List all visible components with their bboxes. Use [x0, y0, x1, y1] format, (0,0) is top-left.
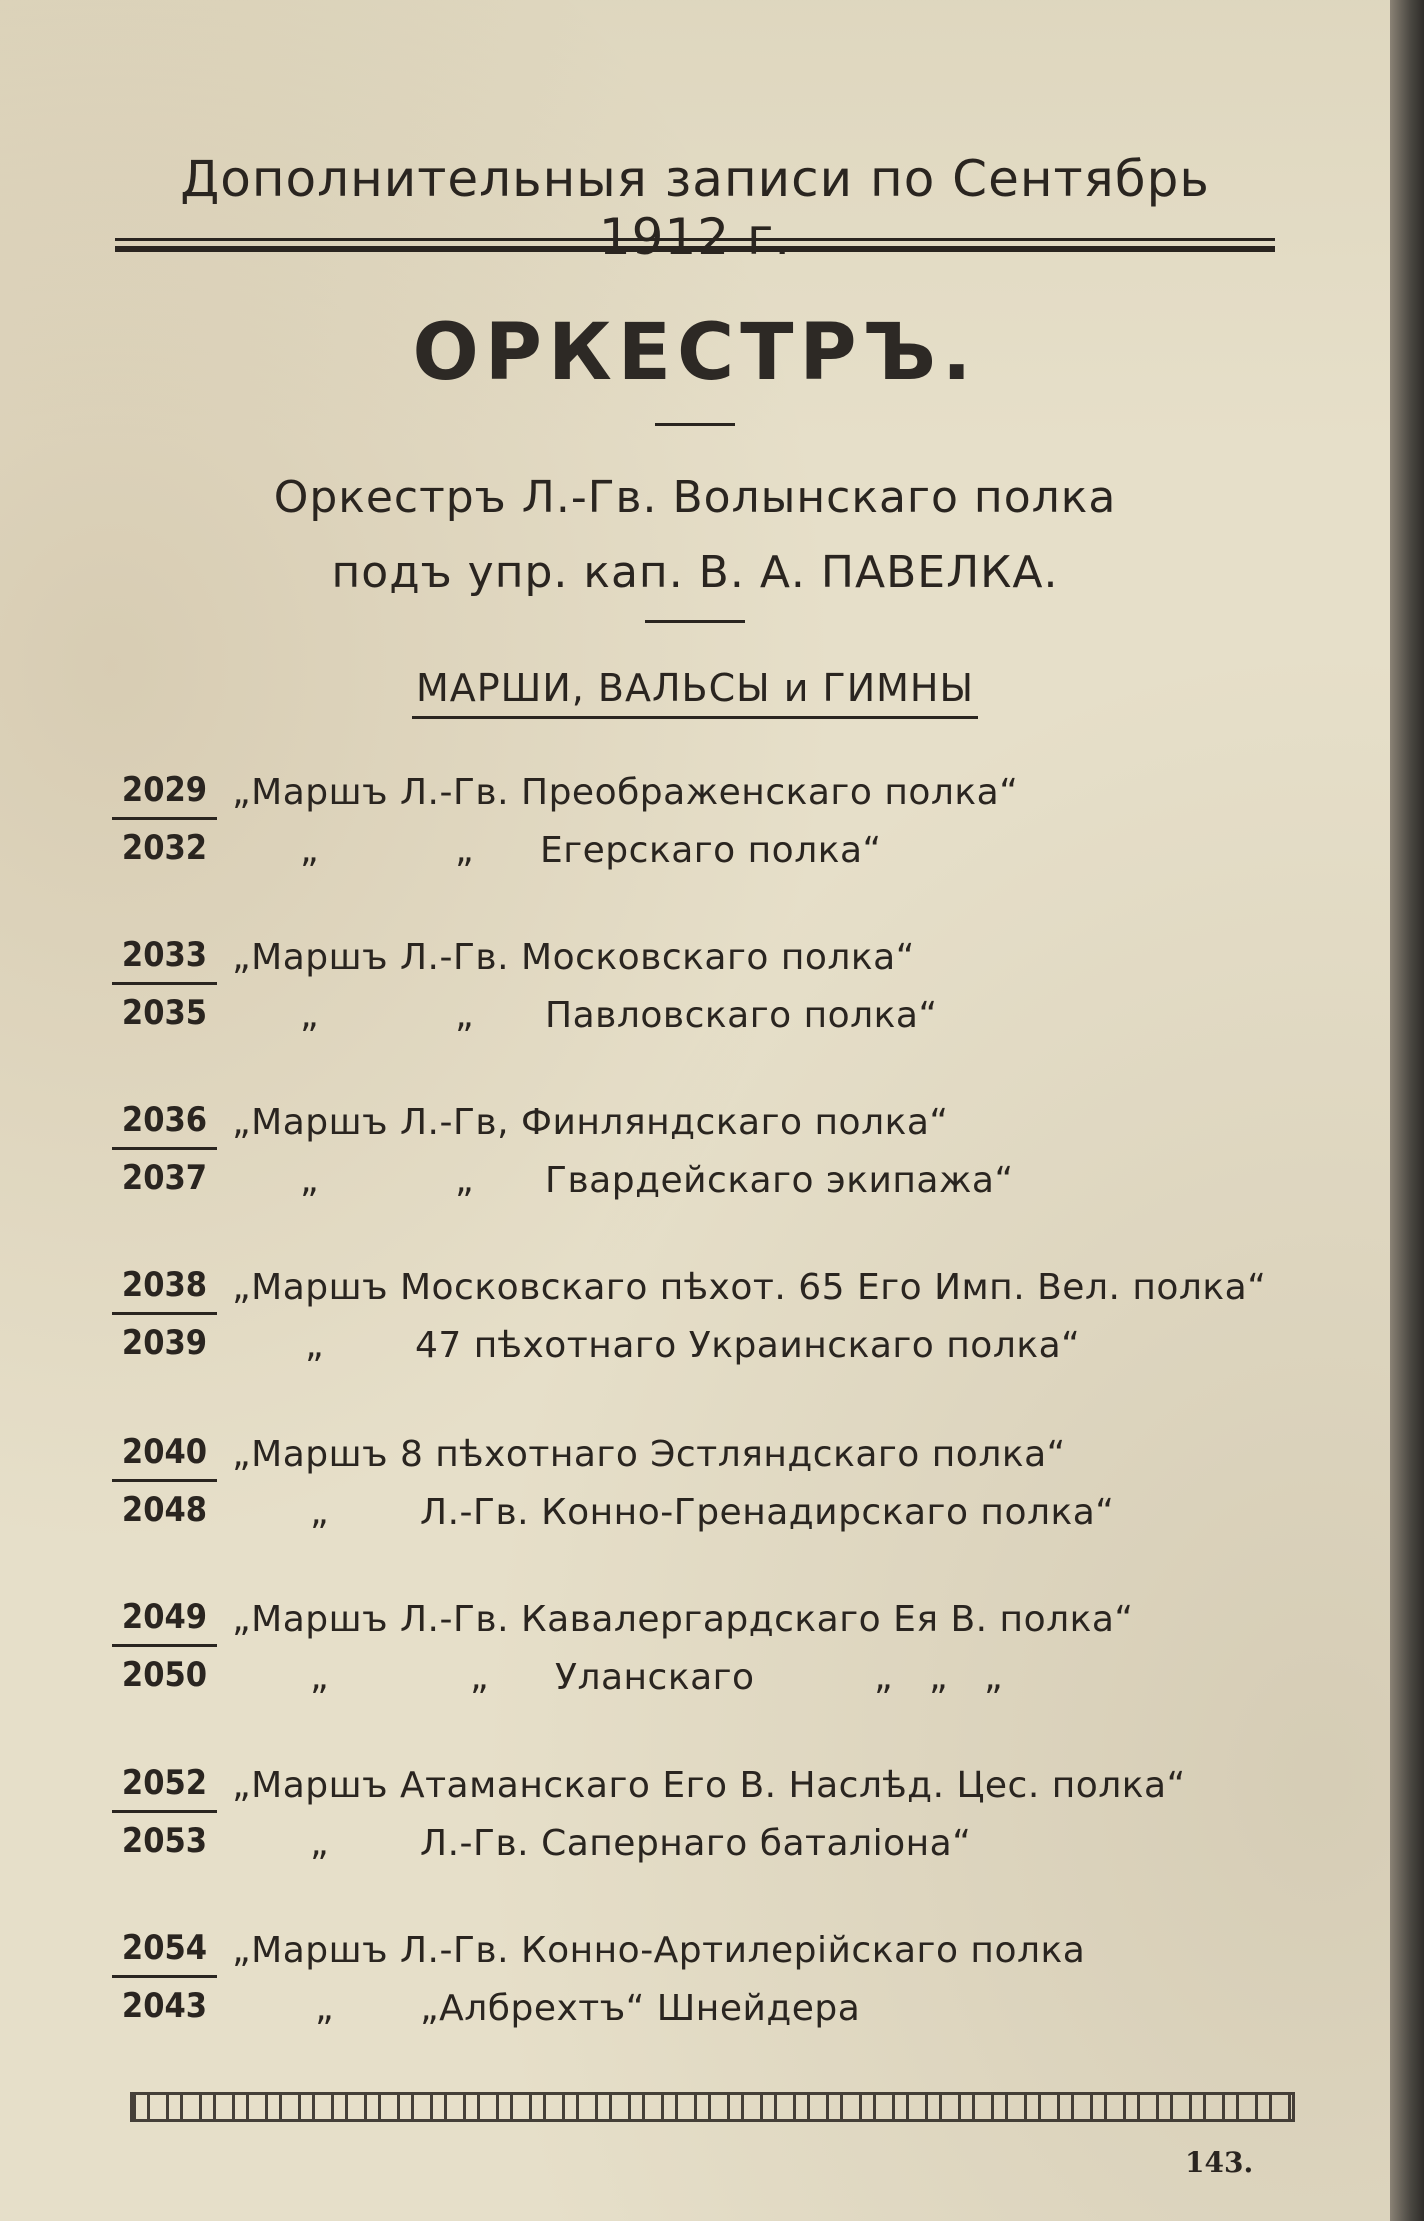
number-rule [112, 817, 217, 820]
record-number: 2040 [121, 1432, 208, 1472]
entry-title: „Маршъ Московскаго пѣхот. 65 Его Имп. Вел. полка“ [232, 1267, 1267, 1308]
ditto-mark: „ [310, 1823, 329, 1864]
list-item [0, 1265, 1390, 1435]
record-number: 2037 [121, 1158, 208, 1198]
number-rule [112, 1810, 217, 1813]
entry-title: „Маршъ 8 пѣхотнаго Эстляндскаго полка“ [232, 1434, 1066, 1475]
record-number: 2035 [121, 993, 208, 1033]
entry-title: „Маршъ Л.-Гв, Финляндскаго полка“ [232, 1102, 949, 1143]
list-item [0, 1432, 1390, 1602]
entry-title: „Маршъ Атаманскаго Его В. Наслѣд. Цес. полка“ [232, 1765, 1186, 1806]
orchestra-name: Оркестръ Л.-Гв. Волынскаго полка [273, 472, 1117, 523]
conductor-line: подъ упр. кап. В. А. ПАВЕЛКА. [331, 547, 1059, 598]
ditto-mark: „ [310, 1492, 329, 1533]
list-item [0, 935, 1390, 1105]
number-rule [112, 1975, 217, 1978]
entry-title: „Маршъ Л.-Гв. Московскаго полка“ [232, 937, 915, 978]
ditto-mark: „ [315, 1988, 334, 2029]
list-item [0, 1597, 1390, 1767]
ditto-mark: „ [300, 830, 319, 871]
ditto-mark: „ [455, 995, 474, 1036]
page-number: 143. [1185, 2146, 1254, 2179]
entry-subtitle: Павловскаго полка“ [545, 995, 938, 1036]
record-number: 2038 [121, 1265, 208, 1305]
number-rule [112, 1644, 217, 1647]
ornamental-border [130, 2092, 1295, 2122]
list-item [0, 1100, 1390, 1270]
record-number: 2052 [121, 1763, 208, 1803]
list-item [0, 770, 1390, 940]
page-header: Дополнительныя записи по Сентябрь 1912 г. [180, 150, 1210, 266]
number-rule [112, 1479, 217, 1482]
book-spine-edge [1390, 0, 1424, 2221]
number-rule [112, 1147, 217, 1150]
entry-subtitle: 47 пѣхотнаго Украинскаго полка“ [415, 1325, 1081, 1366]
ditto-mark: „ [310, 1657, 329, 1698]
record-number: 2053 [121, 1821, 208, 1861]
entry-title: „Маршъ Л.-Гв. Преображенскаго полка“ [232, 772, 1019, 813]
entry-subtitle: „Албрехтъ“ Шнейдера [420, 1988, 861, 2029]
entry-subtitle: Л.-Гв. Сапернаго баталіона“ [420, 1823, 972, 1864]
number-rule [112, 982, 217, 985]
list-item [0, 1763, 1390, 1933]
entry-subtitle: Егерскаго полка“ [540, 830, 882, 871]
entry-subtitle: Л.-Гв. Конно-Гренадирскаго полка“ [420, 1492, 1115, 1533]
header-double-rule [115, 238, 1275, 252]
record-number: 2033 [121, 935, 208, 975]
number-rule [112, 1312, 217, 1315]
entry-title: „Маршъ Л.-Гв. Кавалергардскаго Ея В. полка“ [232, 1599, 1134, 1640]
page-title: ОРКЕСТРЪ. [412, 308, 978, 398]
subtitle-rule [645, 620, 745, 623]
record-number: 2036 [121, 1100, 208, 1140]
record-number: 2050 [121, 1655, 208, 1695]
ditto-mark: „ [300, 1160, 319, 1201]
title-rule [655, 423, 735, 426]
list-item [0, 1928, 1390, 2098]
section-heading-text: МАРШИ, ВАЛЬСЫ и ГИМНЫ [412, 666, 978, 719]
record-number: 2029 [121, 770, 208, 810]
ditto-mark: „ [300, 995, 319, 1036]
record-number: 2049 [121, 1597, 208, 1637]
record-number: 2048 [121, 1490, 208, 1530]
entry-title: „Маршъ Л.-Гв. Конно-Артилерійскаго полка [232, 1930, 1086, 1971]
ditto-mark: „ [470, 1657, 489, 1698]
entry-subtitle: Гвардейскаго экипажа“ [545, 1160, 1014, 1201]
record-number: 2039 [121, 1323, 208, 1363]
record-number: 2043 [121, 1986, 208, 2026]
ditto-mark: „ [455, 830, 474, 871]
section-heading [0, 666, 1390, 710]
entry-subtitle: Уланскаго „ „ „ [555, 1657, 1004, 1698]
record-number: 2032 [121, 828, 208, 868]
ditto-mark: „ [305, 1325, 324, 1366]
record-number: 2054 [121, 1928, 208, 1968]
ditto-mark: „ [455, 1160, 474, 1201]
